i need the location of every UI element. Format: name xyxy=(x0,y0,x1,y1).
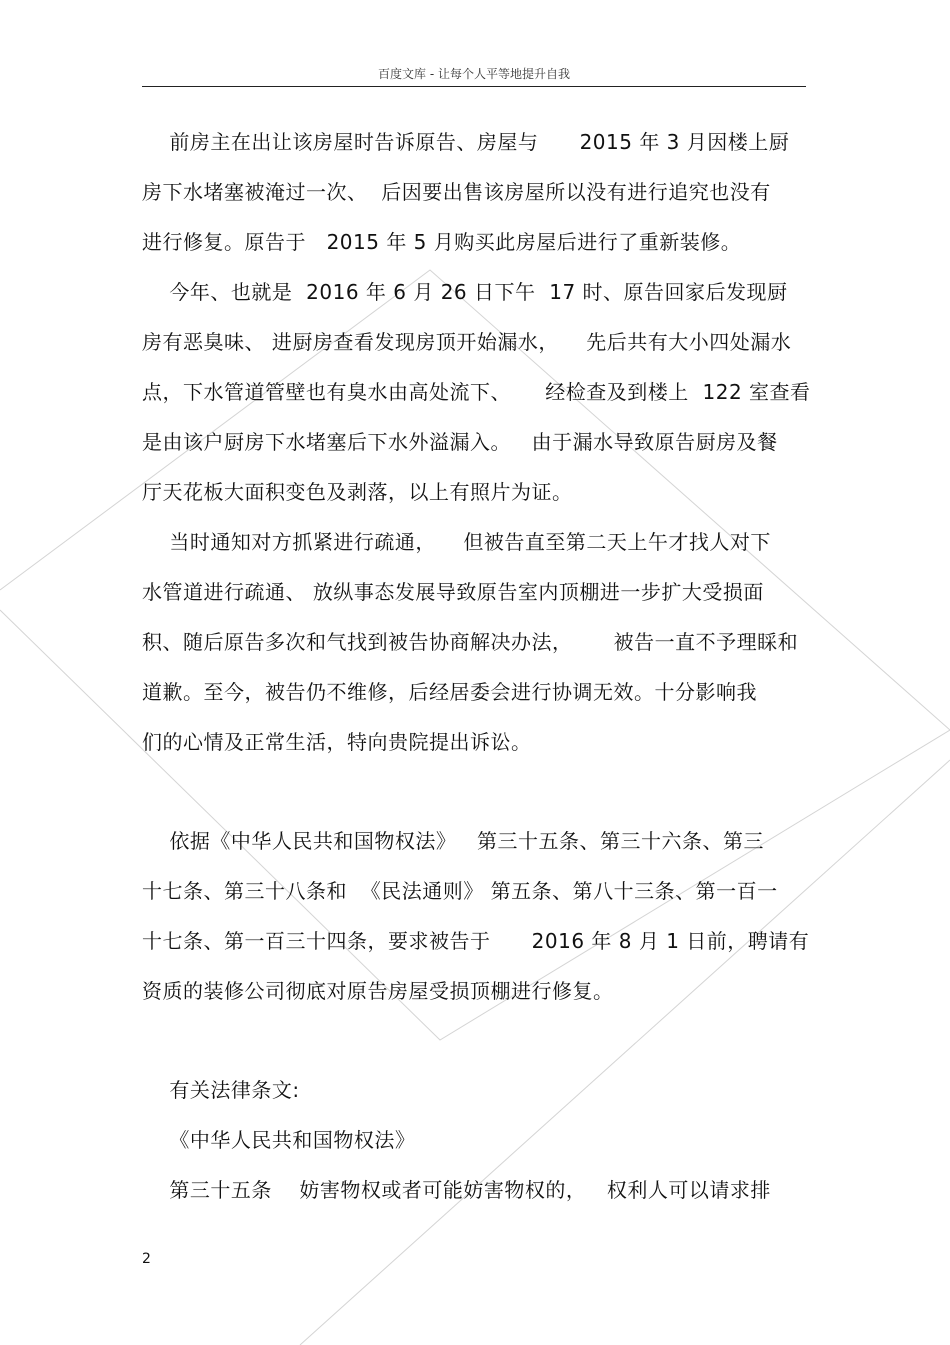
running-header: 百度文库 - 让每个人平等地提升自我 xyxy=(378,67,570,81)
text-line: 是由该户厨房下水堵塞后下水外溢漏入。 由于漏水导致原告厨房及餐 xyxy=(142,430,778,454)
text-line: 《中华人民共和国物权法》 xyxy=(142,1128,416,1152)
text-line: 依据《中华人民共和国物权法》 第三十五条、第三十六条、第三 xyxy=(142,829,765,853)
text-line: 积、随后原告多次和气找到被告协商解决办法， 被告一直不予理睬和 xyxy=(142,630,799,654)
text-line: 当时通知对方抓紧进行疏通， 但被告直至第二天上午才找人对下 xyxy=(142,530,771,554)
text-line: 厅天花板大面积变色及剥落，以上有照片为证。 xyxy=(142,480,573,504)
page-number: 2 xyxy=(142,1251,151,1267)
text-line: 房下水堵塞被淹过一次、 后因要出售该房屋所以没有进行追究也没有 xyxy=(142,180,771,204)
text-line: 十七条、第三十八条和 《民法通则》 第五条、第八十三条、第一百一 xyxy=(142,879,778,903)
text-line: 房有恶臭味、 进厨房查看发现房顶开始漏水， 先后共有大小四处漏水 xyxy=(142,330,792,354)
text-line: 点，下水管道管壁也有臭水由高处流下、 经检查及到楼上 122 室查看 xyxy=(142,380,811,404)
text-line: 有关法律条文: xyxy=(142,1078,300,1102)
text-line: 第三十五条 妨害物权或者可能妨害物权的， 权利人可以请求排 xyxy=(142,1178,771,1202)
text-line: 今年、也就是 2016 年 6 月 26 日下午 17 时、原告回家后发现厨 xyxy=(142,280,788,304)
text-line: 水管道进行疏通、 放纵事态发展导致原告室内顶棚进一步扩大受损面 xyxy=(142,580,764,604)
text-line: 道歉。至今，被告仍不维修，后经居委会进行协调无效。十分影响我 xyxy=(142,680,757,704)
text-line: 十七条、第一百三十四条，要求被告于 2016 年 8 月 1 日前，聘请有 xyxy=(142,929,810,953)
text-line: 资质的装修公司彻底对原告房屋受损顶棚进行修复。 xyxy=(142,979,614,1003)
text-line: 进行修复。原告于 2015 年 5 月购买此房屋后进行了重新装修。 xyxy=(142,230,742,254)
text-line: 前房主在出让该房屋时告诉原告、房屋与 2015 年 3 月因楼上厨 xyxy=(142,130,790,154)
header-rule xyxy=(142,86,806,87)
text-line: 们的心情及正常生活，特向贵院提出诉讼。 xyxy=(142,730,532,754)
